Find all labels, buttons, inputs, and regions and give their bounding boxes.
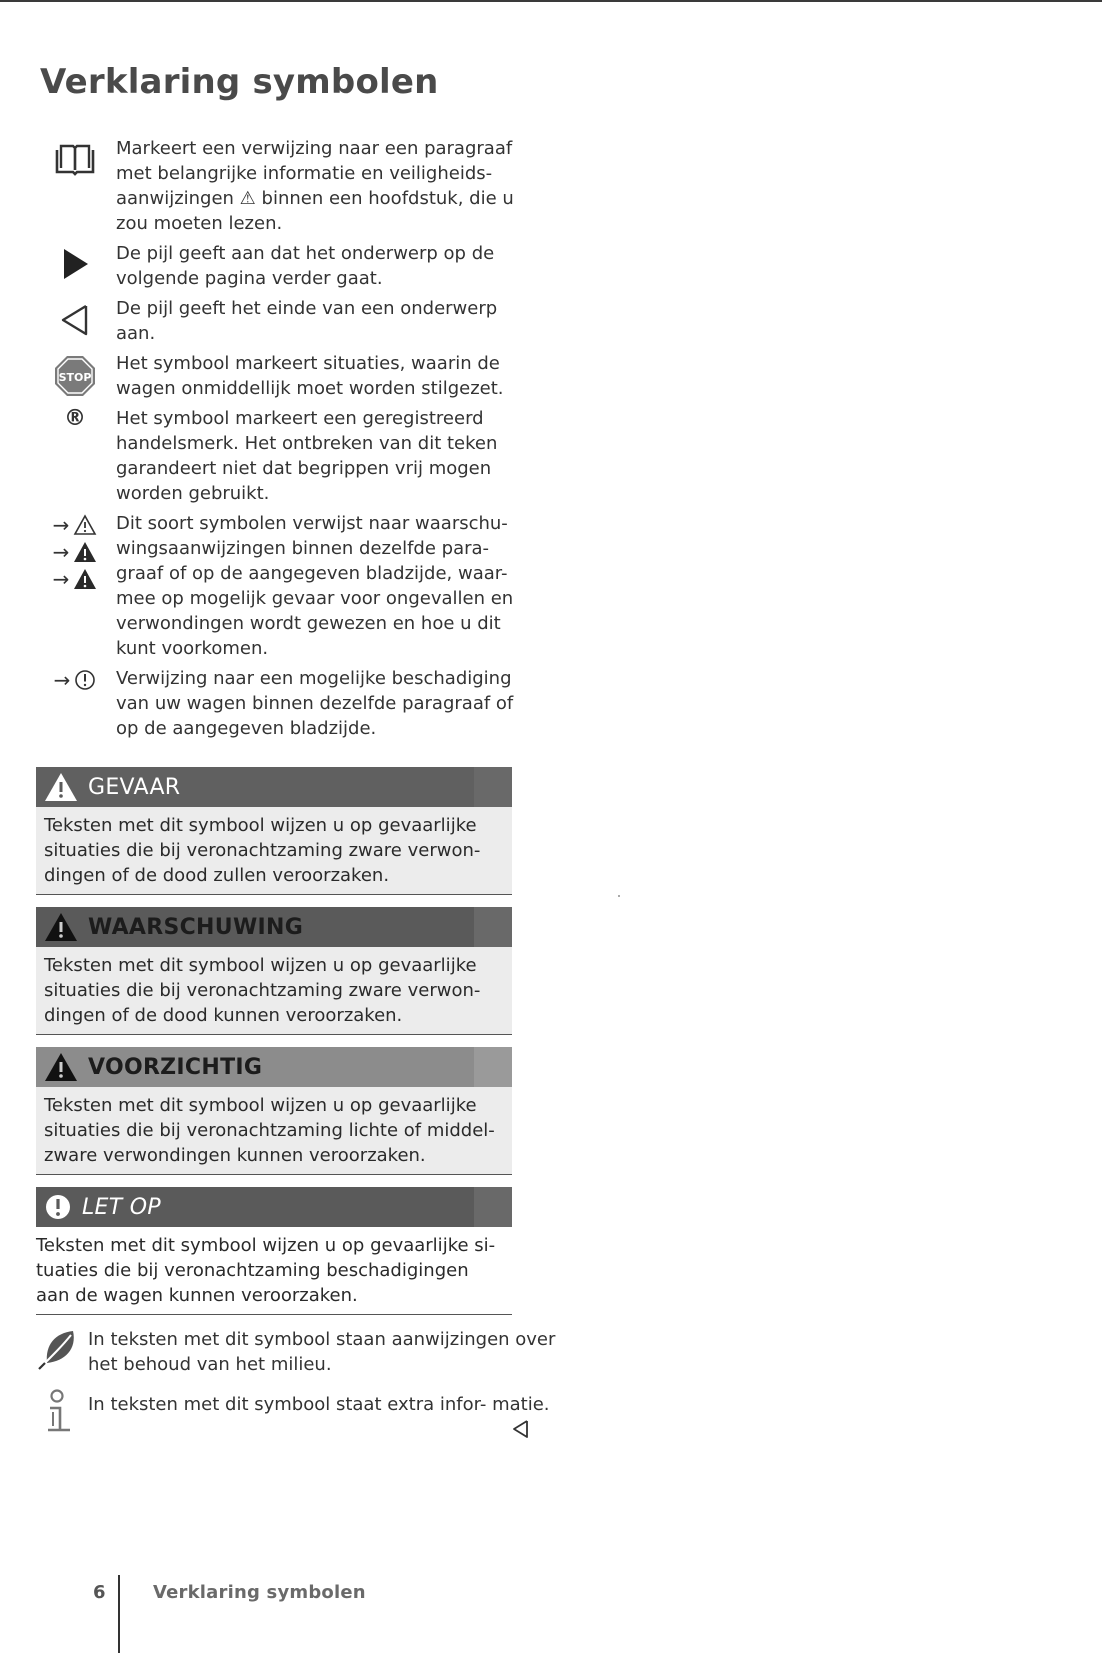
scan-speck [618,895,620,897]
environment-note-text: In teksten met dit symbool staan aanwijzingen over het behoud van het milieu. [88,1329,556,1375]
stop-label: STOP [58,371,92,384]
notice-header [36,907,512,947]
symbol-row-warning-ref [40,511,520,661]
arrow-icon: → [53,667,71,692]
stop-sign-icon [40,355,110,397]
notice-waarschuwing [36,907,512,1035]
warning-filled-icon [73,541,97,563]
end-of-topic-icon [512,1419,530,1443]
arrow-icon: → [52,512,70,537]
symbol-row-stop [40,351,520,401]
symbol-text: De pijl geeft het einde van een onderwerp aan. [116,298,498,344]
environment-note [34,1327,568,1377]
warning-filled-icon [44,912,78,942]
symbol-row-registered [40,406,520,506]
notice-label: LET OP [82,1194,161,1220]
symbol-text: De pijl geeft aan dat het onderwerp op de volgende pagina verder gaat. [116,243,495,289]
symbol-text: Het symbool markeert een geregistreerd handelsmerk. Het ontbreken van dit teken garandeert niet dat begrippen vrij mogen worden gebruikt. [116,408,498,504]
symbol-row-damage-ref [40,666,520,741]
notice-header [36,1187,512,1227]
registered-glyph: ® [64,406,86,431]
symbol-row-book [40,136,520,236]
header-stub [474,907,512,947]
top-rule [0,0,1102,2]
info-note [34,1392,568,1417]
notice-text: Teksten met dit symbool wijzen u op gevaarlijke situaties die bij veronachtzaming zware verwon- dingen of de dood zullen veroorzaken. [36,807,512,895]
notice-header [36,767,512,807]
footer-divider [118,1575,120,1653]
arrow-icon: → [52,539,70,564]
symbol-text: Markeert een verwijzing naar een paragraaf met belangrijke informatie en veiligheids- aanwijzingen ⚠ binnen een hoofdstuk, die u zou moeten lezen. [116,138,514,234]
warning-outline-icon [73,514,97,536]
page-number: 6 [93,1582,106,1603]
warning-ref-outline [53,511,98,538]
header-stub [474,1187,512,1227]
warning-filled-icon [73,568,97,590]
warning-filled-icon [44,772,78,802]
warning-filled-icon [44,1052,78,1082]
notice-label: GEVAAR [88,774,181,800]
symbol-row-end [40,296,520,346]
caution-circle-icon [44,1193,72,1221]
warning-ref-filled-2 [53,565,98,592]
arrow-icon: → [52,566,70,591]
info-note-text: In teksten met dit symbool staat extra infor- matie. [88,1394,550,1415]
symbol-legend [40,136,520,746]
notice-header [36,1047,512,1087]
symbol-text: Verwijzing naar een mogelijke beschadiging van uw wagen binnen dezelfde paragraaf of op de aangegeven bladzijde. [116,668,514,739]
notice-label: WAARSCHUWING [88,914,304,940]
notice-gevaar [36,767,512,895]
registered-icon [40,406,110,431]
notice-label: VOORZICHTIG [88,1054,263,1080]
damage-reference-icon [40,666,110,693]
header-stub [474,767,512,807]
symbol-text: Het symbool markeert situaties, waarin de wagen onmiddellijk moet worden stilgezet. [116,353,504,399]
page-title: Verklaring symbolen [40,62,439,102]
footer-section-title: Verklaring symbolen [153,1582,366,1603]
notice-voorzichtig [36,1047,512,1175]
damage-ref [54,666,97,693]
warning-reference-icons [40,511,110,592]
book-icon [40,142,110,176]
leaf-icon [34,1327,84,1373]
symbol-text: Dit soort symbolen verwijst naar waarschu- wingsaanwijzingen binnen dezelfde para- graaf of op de aangegeven bladzijde, waar- mee op mogelijk gevaar voor ongevallen en verwondingen wordt gewezen en hoe u dit kunt voorkomen. [116,513,514,659]
symbol-row-continue [40,241,520,291]
notice-let-op [36,1187,512,1315]
header-stub [474,1047,512,1087]
arrow-left-outline-icon [40,304,110,336]
notice-text: Teksten met dit symbool wijzen u op gevaarlijke situaties die bij veronachtzaming lichte of middel- zware verwondingen kunnen veroorzaken. [36,1087,512,1175]
warning-ref-filled [53,538,98,565]
notice-text: Teksten met dit symbool wijzen u op gevaarlijke situaties die bij veronachtzaming zware verwon- dingen of de dood kunnen veroorzaken. [36,947,512,1035]
info-icon [34,1388,84,1436]
notice-text: Teksten met dit symbool wijzen u op gevaarlijke si- tuaties die bij veronachtzaming beschadigingen aan de wagen kunnen veroorzaken. [36,1227,512,1315]
arrow-right-filled-icon [40,247,110,281]
caution-circle-icon [74,669,96,691]
